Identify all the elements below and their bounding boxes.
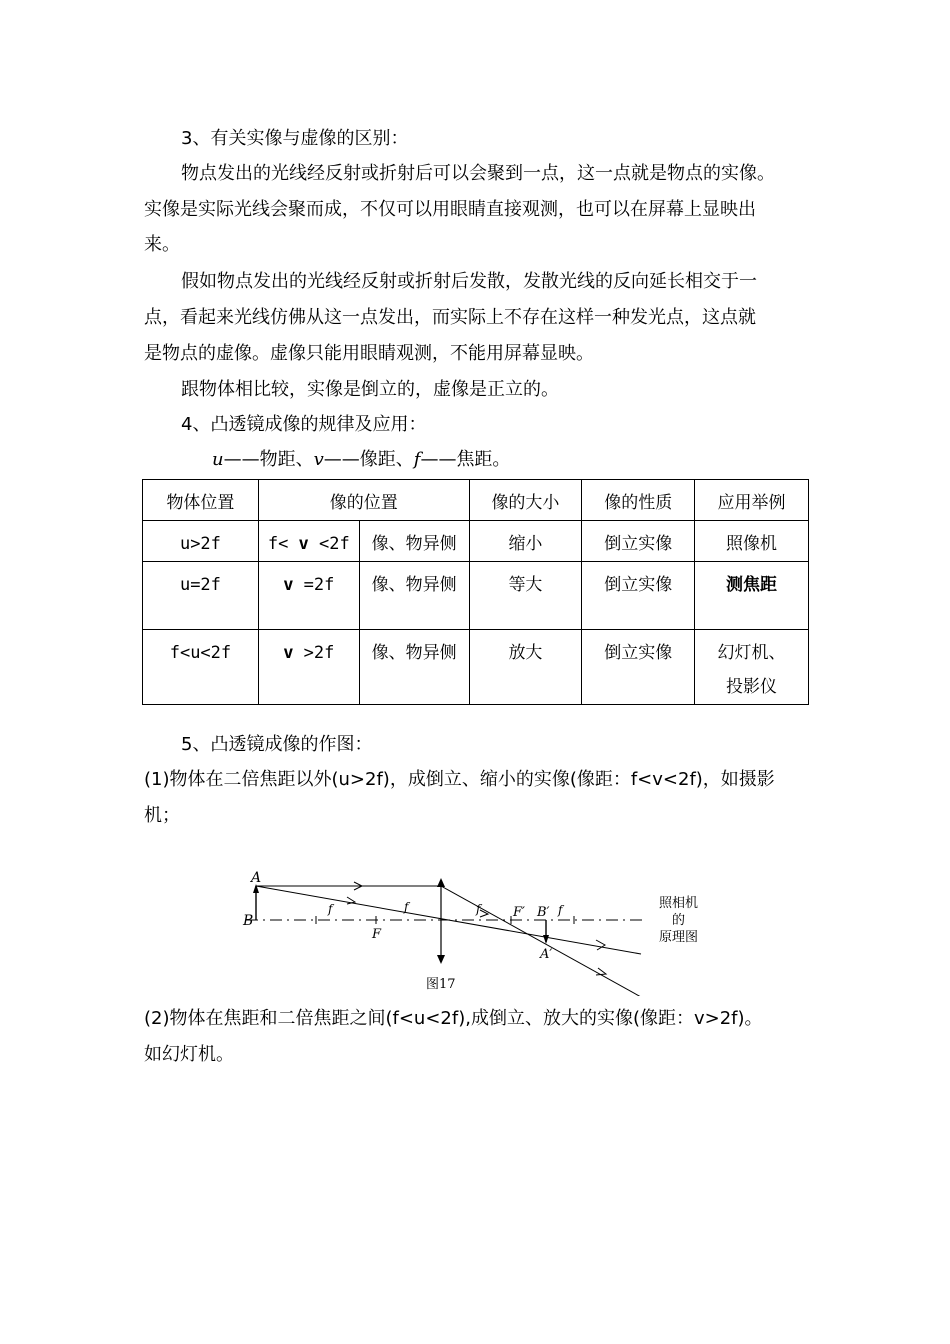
label-F-prime: F′ (513, 905, 525, 920)
section3-heading: 3、有关实像与虚像的区别： (181, 128, 409, 149)
diagram-caption-line1: 照相机 (659, 896, 699, 911)
section4-heading: 4、凸透镜成像的规律及应用： (181, 414, 427, 435)
legend-v-symbol: v (313, 449, 324, 470)
diagram-caption-line3: 原理图 (659, 930, 699, 945)
application-line2: 投影仪 (726, 677, 778, 697)
section3-paragraph2-line2: 点，看起来光线仿佛从这一点发出，而实际上不存在这样一种发光点，这点就 (144, 307, 756, 328)
cell-application: 测焦距 (695, 562, 809, 630)
section5-item2-line1: (2)物体在焦距和二倍焦距之间(f<u<2f),成倒立、放大的实像(像距：v>2f)。 (144, 1008, 763, 1029)
cell-image-nature: 倒立实像 (582, 521, 695, 562)
header-image-nature: 像的性质 (582, 480, 695, 521)
imaging-rules-table (142, 479, 809, 705)
figure-label: 图17 (426, 977, 456, 992)
cell-image-nature: 倒立实像 (582, 562, 695, 630)
ray-arrow-mark (596, 940, 605, 950)
legend-u-text: ——物距、 (223, 449, 314, 470)
diagram-caption-line2: 的 (672, 913, 686, 928)
section3-paragraph2-line1: 假如物点发出的光线经反射或折射后发散，发散光线的反向延长相交于一 (181, 271, 757, 292)
cell-object-position: u=2f (143, 562, 259, 630)
cell-image-side: 像、物异侧 (359, 562, 469, 630)
section3-paragraph1-line3: 来。 (144, 234, 180, 255)
section3-paragraph2-line3: 是物点的虚像。虚像只能用眼睛观测，不能用屏幕显映。 (144, 343, 594, 364)
cell-image-nature: 倒立实像 (582, 630, 695, 705)
section5-item1-line1: (1)物体在二倍焦距以外(u>2f)，成倒立、缩小的实像(像距：f<v<2f)，如摄影 (144, 769, 775, 790)
label-A-prime: A′ (540, 947, 553, 962)
section4-legend (212, 448, 510, 472)
label-f-left: f (328, 902, 333, 916)
cell-image-size: 缩小 (469, 521, 582, 562)
cell-image-distance: v >2f (258, 630, 359, 705)
label-B: B (243, 913, 254, 929)
cell-image-side: 像、物异侧 (359, 630, 469, 705)
label-f-right: f (476, 902, 481, 916)
label-f-middle: f (404, 900, 409, 914)
header-image-position: 像的位置 (258, 480, 469, 521)
header-application: 应用举例 (695, 480, 809, 521)
cell-application: 照像机 (695, 521, 809, 562)
cell-image-size: 等大 (469, 562, 582, 630)
section5-item1-line2: 机； (144, 805, 180, 826)
section3-paragraph1-line1: 物点发出的光线经反射或折射后可以会聚到一点，这一点就是物点的实像。 (181, 163, 775, 184)
label-B-prime: B′ (537, 905, 550, 920)
section5-item2-line2: 如幻灯机。 (144, 1044, 234, 1065)
legend-f-symbol: f (413, 449, 421, 470)
convex-lens-diagram (236, 862, 716, 996)
cell-application (695, 630, 809, 705)
lens-bottom-arrowhead (437, 955, 445, 964)
legend-v-text: ——像距、 (323, 449, 414, 470)
cell-object-position: u>2f (143, 521, 259, 562)
section3-paragraph1-line2: 实像是实际光线会聚而成，不仅可以用眼睛直接观测，也可以在屏幕上显映出 (144, 199, 756, 220)
header-object-position: 物体位置 (143, 480, 259, 521)
cell-object-position: f<u<2f (143, 630, 259, 705)
table-row (143, 562, 809, 630)
section3-paragraph3: 跟物体相比较，实像是倒立的，虚像是正立的。 (181, 379, 559, 400)
refracted-ray (441, 886, 641, 996)
section5-heading: 5、凸透镜成像的作图： (181, 734, 373, 755)
label-F: F (372, 927, 382, 942)
legend-f-text: ——焦距。 (420, 449, 511, 470)
label-A: A (251, 870, 262, 886)
table-header-row (143, 480, 809, 521)
label-f-far: f (558, 903, 563, 917)
legend-u-symbol: u (212, 449, 224, 470)
cell-image-size: 放大 (469, 630, 582, 705)
table-row (143, 521, 809, 562)
table-row (143, 630, 809, 705)
application-line1: 幻灯机、 (717, 643, 786, 663)
ray-arrow-mark (596, 968, 606, 975)
cell-image-side: 像、物异侧 (359, 521, 469, 562)
cell-image-distance: f< v <2f (258, 521, 359, 562)
cell-image-distance: v =2f (258, 562, 359, 630)
header-image-size: 像的大小 (469, 480, 582, 521)
